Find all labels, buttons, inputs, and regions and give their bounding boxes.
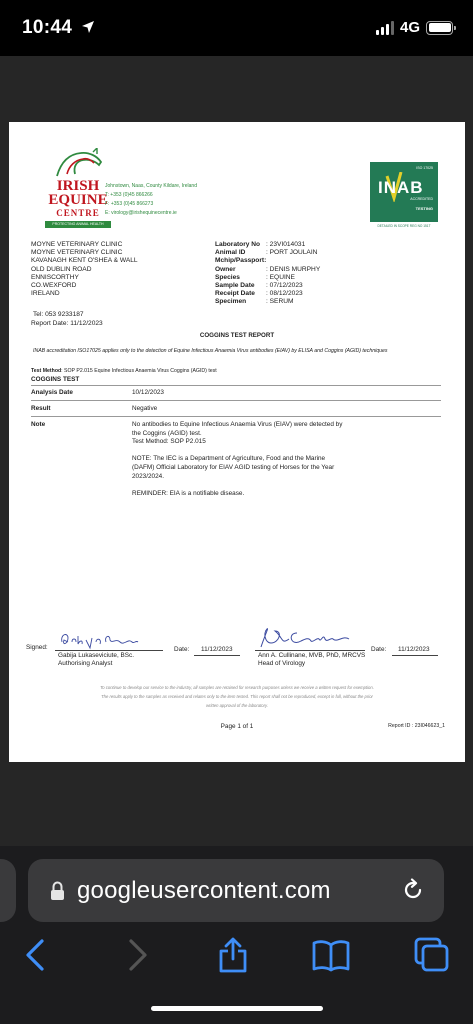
report-page bbox=[9, 122, 465, 762]
footer-line: To continue to develop our service to the industry, all samples are retained for research purposes unless we receive a written request for exemption. bbox=[100, 685, 374, 690]
lab-key: Owner bbox=[215, 265, 236, 273]
lab-key: Sample Date bbox=[215, 282, 255, 290]
address-line: KAVANAGH KENT O'SHEA & WALL bbox=[31, 257, 138, 265]
address-line: ENNISCORTHY bbox=[31, 273, 79, 281]
lab-row bbox=[215, 249, 320, 257]
contact-email: E: virology@irishequinecentre.ie bbox=[105, 210, 177, 216]
lab-value: : SERUM bbox=[266, 298, 294, 306]
report-date: Report Date: 11/12/2023 bbox=[31, 320, 103, 327]
test-method-value: : SOP P2.015 Equine Infectious Anaemia Virus Coggins (AGID) test bbox=[61, 368, 217, 374]
note-label: Note bbox=[31, 421, 46, 428]
inab-accreditation-note: INAB accreditation ISO17025 applies only to the detection of Equine Infectious Anaemia Virus antibodies (EIAV) by ELISA and Coggins (AGID) techniques bbox=[33, 348, 388, 354]
signed-label: Signed: bbox=[26, 644, 48, 651]
lab-row bbox=[215, 290, 320, 298]
lab-row bbox=[215, 266, 320, 274]
logo-text-irish: IRISH bbox=[56, 178, 100, 194]
signer1 bbox=[58, 652, 134, 668]
signature-cullinane bbox=[257, 625, 357, 651]
address-line: MOYNE VETERINARY CLINIC bbox=[31, 249, 123, 257]
lab-key: Animal ID bbox=[215, 249, 246, 257]
horse-head-icon bbox=[53, 148, 105, 178]
lab-key: Mchip/Passport: bbox=[215, 257, 267, 265]
signature-lukaseviciute bbox=[58, 630, 140, 650]
signer1-name: Gabija Lukaseviciute, BSc. bbox=[58, 652, 135, 659]
cellular-signal-icon bbox=[376, 21, 394, 35]
address-line: IRELAND bbox=[31, 290, 60, 298]
coggins-test-heading: COGGINS TEST bbox=[31, 376, 80, 383]
divider bbox=[31, 400, 441, 401]
network-type: 4G bbox=[399, 19, 420, 36]
result-label: Result bbox=[31, 405, 51, 412]
reload-icon[interactable] bbox=[401, 878, 425, 902]
page-number: Page 1 of 1 bbox=[220, 723, 254, 730]
home-indicator[interactable] bbox=[151, 1006, 323, 1011]
note-text bbox=[132, 421, 342, 498]
signer2 bbox=[258, 652, 365, 668]
report-title: COGGINS TEST REPORT bbox=[199, 332, 275, 339]
logo-tagline: PROTECTING ANIMAL HEALTH bbox=[45, 221, 111, 228]
signer2-role: Head of Virology bbox=[258, 660, 306, 668]
note-line: (DAFM) Official Laboratory for EIAV AGID testing of Horses for the Year bbox=[132, 463, 335, 471]
date1-label: Date: bbox=[174, 646, 190, 653]
note-line: No antibodies to Equine Infectious Anaemia Virus (EIAV) were detected by bbox=[132, 421, 343, 428]
forward-icon[interactable] bbox=[121, 937, 153, 973]
bookmarks-icon[interactable] bbox=[312, 937, 350, 973]
lab-row bbox=[215, 282, 320, 290]
date2-label: Date: bbox=[371, 646, 387, 653]
footer-note bbox=[39, 684, 435, 710]
contact-block bbox=[105, 182, 197, 218]
previous-tab-edge[interactable] bbox=[0, 859, 16, 922]
lab-row bbox=[215, 274, 320, 282]
lock-icon bbox=[50, 881, 65, 901]
signature-line bbox=[255, 650, 365, 651]
lab-key: Laboratory No bbox=[215, 241, 261, 248]
lab-value: : EQUINE bbox=[266, 273, 295, 281]
note-line: Test Method: SOP P2.015 bbox=[132, 438, 206, 446]
lab-value: : 07/12/2023 bbox=[266, 282, 303, 290]
lab-value: : PORT JOULAIN bbox=[266, 249, 318, 257]
note-line: NOTE: The IEC is a Department of Agriculture, Food and the Marine bbox=[132, 455, 326, 463]
tabs-icon[interactable] bbox=[412, 937, 450, 973]
analysis-date-label: Analysis Date bbox=[31, 389, 73, 396]
logo-text-equine: EQUINE bbox=[48, 192, 108, 208]
share-icon[interactable] bbox=[217, 937, 249, 973]
inab-testing: TESTING bbox=[415, 206, 433, 211]
addressee-block bbox=[31, 241, 138, 298]
inab-logo bbox=[370, 162, 438, 230]
address-tel: Tel: 053 9233187 bbox=[33, 311, 84, 318]
inab-iso: ISO 17025 bbox=[416, 166, 433, 170]
back-icon[interactable] bbox=[20, 937, 52, 973]
lab-value: : DENIS MURPHY bbox=[266, 265, 321, 273]
lab-key: Species bbox=[215, 273, 240, 281]
report-id: Report ID : 23I046623_1 bbox=[388, 723, 445, 729]
inab-reg: DETAILED IN SCOPE REG NO 151T bbox=[370, 222, 438, 230]
contact-fax: F: +353 (0)45 866273 bbox=[105, 201, 154, 207]
lab-row bbox=[215, 257, 320, 265]
battery-icon bbox=[426, 21, 453, 35]
date1-value: 11/12/2023 bbox=[201, 646, 233, 653]
inab-accredited: ACCREDITED bbox=[410, 197, 433, 201]
note-line: REMINDER: EIA is a notifiable disease. bbox=[132, 489, 245, 497]
lab-info-block bbox=[215, 241, 320, 307]
divider bbox=[31, 385, 441, 386]
status-time: 10:44 bbox=[22, 17, 73, 38]
address-line: MOYNE VETERINARY CLINIC bbox=[31, 241, 123, 248]
date-line bbox=[194, 655, 240, 656]
status-right bbox=[376, 19, 453, 36]
lab-row bbox=[215, 298, 320, 306]
divider bbox=[31, 416, 441, 417]
lab-value: : 08/12/2023 bbox=[266, 290, 303, 298]
location-arrow-icon bbox=[81, 20, 95, 34]
note-line: the Coggins (AGID) test. bbox=[132, 429, 202, 437]
signer1-role: Authorising Analyst bbox=[58, 660, 113, 668]
result-value: Negative bbox=[132, 405, 158, 412]
footer-line: The results apply to the samples as received and relates only to the item tested. This report shall not be reproduced, except in full, without the prior bbox=[101, 693, 373, 699]
contact-address: Johnstown, Naas, County Kildare, Ireland bbox=[105, 183, 197, 189]
date2-value: 11/12/2023 bbox=[398, 646, 430, 653]
irish-equine-centre-logo bbox=[45, 148, 111, 234]
lab-value: : 23VI014031 bbox=[266, 241, 306, 248]
signature-line bbox=[55, 650, 163, 651]
document-viewer[interactable] bbox=[0, 56, 473, 846]
lab-row bbox=[215, 241, 320, 249]
address-line: OLD DUBLIN ROAD bbox=[31, 265, 92, 273]
status-bar bbox=[0, 0, 473, 56]
address-bar[interactable] bbox=[28, 859, 444, 922]
date-line bbox=[392, 655, 438, 656]
test-method bbox=[31, 368, 217, 374]
logo-text-centre: CENTRE bbox=[56, 208, 100, 218]
analysis-date-value: 10/12/2023 bbox=[132, 389, 164, 396]
inab-name: INAB bbox=[378, 178, 424, 197]
address-line: CO.WEXFORD bbox=[31, 282, 77, 290]
contact-phone: T: +353 (0)45 866266 bbox=[105, 192, 153, 198]
signer2-name: Ann A. Cullinane, MVB, PhD, MRCVS bbox=[258, 652, 366, 659]
lab-key: Receipt Date bbox=[215, 290, 255, 298]
browser-bottom-bar bbox=[0, 846, 473, 1024]
lab-key: Specimen bbox=[215, 298, 247, 306]
footer-line: written approval of the laboratory. bbox=[206, 702, 268, 708]
test-method-label: Test Method bbox=[31, 368, 62, 374]
url-text: googleusercontent.com bbox=[77, 877, 331, 904]
note-line: 2023/2024. bbox=[132, 472, 164, 480]
